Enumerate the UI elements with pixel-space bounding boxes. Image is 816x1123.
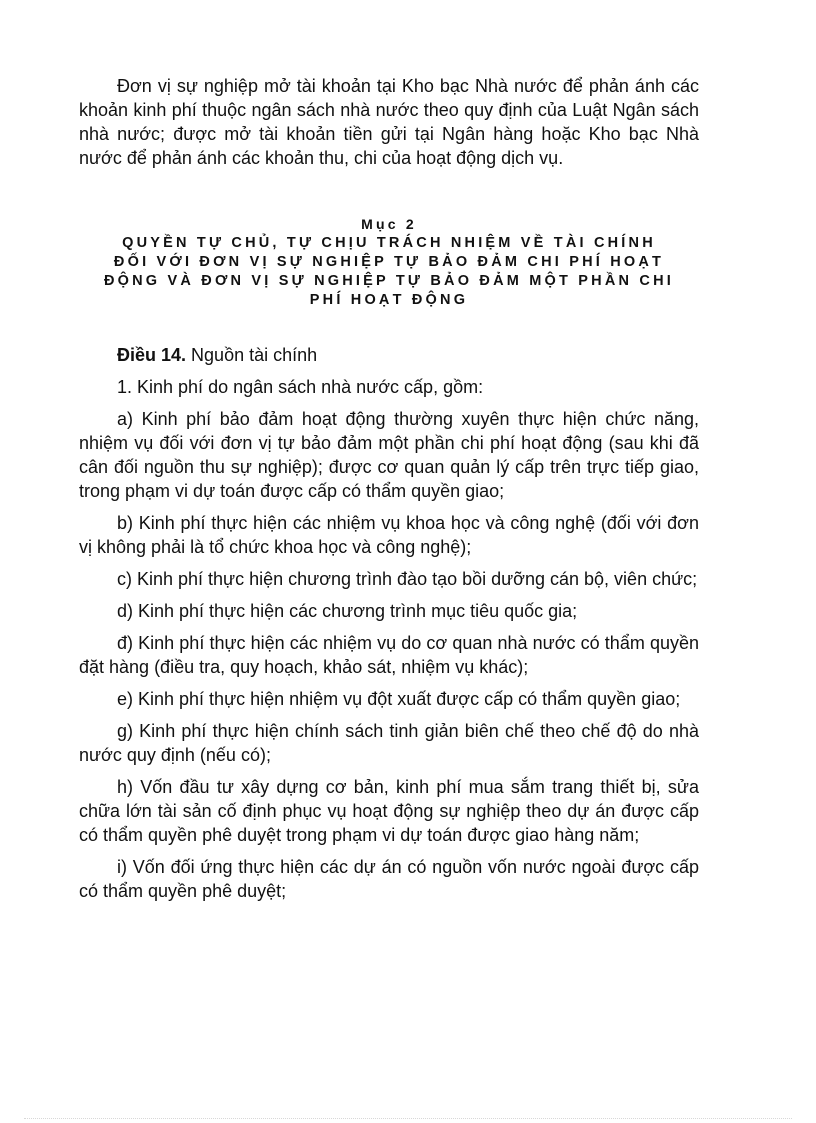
article-number: Điều 14. — [117, 345, 187, 365]
clause-1: 1. Kinh phí do ngân sách nhà nước cấp, gồm: — [117, 377, 484, 397]
section-heading — [79, 215, 699, 310]
clause-1d: d) Kinh phí thực hiện các chương trình mục tiêu quốc gia; — [117, 601, 578, 621]
section-title-line-2: ĐỐI VỚI ĐƠN VỊ SỰ NGHIỆP TỰ BẢO ĐẢM CHI PHÍ HOẠT — [113, 254, 665, 270]
clause-1dd: đ) Kinh phí thực hiện các nhiệm vụ do cơ quan nhà nước có thẩm quyền đặt hàng (điều tra, quy hoạch, khảo sát, nhiệm vụ khác); — [79, 633, 699, 677]
clause-1e: e) Kinh phí thực hiện nhiệm vụ đột xuất được cấp có thẩm quyền giao; — [117, 689, 681, 709]
section-title-line-3: ĐỘNG VÀ ĐƠN VỊ SỰ NGHIỆP TỰ BẢO ĐẢM MỘT PHẦN CHI — [103, 273, 674, 289]
clause-1i: i) Vốn đối ứng thực hiện các dự án có nguồn vốn nước ngoài được cấp có thẩm quyền phê duyệt; — [79, 857, 699, 901]
article-title: Nguồn tài chính — [191, 345, 318, 365]
page-bottom-divider — [24, 1118, 792, 1119]
section-title-line-1: QUYỀN TỰ CHỦ, TỰ CHỊU TRÁCH NHIỆM VỀ TÀI CHÍNH — [122, 235, 656, 251]
section-label: Mục 2 — [361, 216, 417, 232]
clause-1h: h) Vốn đầu tư xây dựng cơ bản, kinh phí mua sắm trang thiết bị, sửa chữa lớn tài sản cố định phục vụ hoạt động sự nghiệp theo dự án được cấp có thẩm quyền phê duyệt trong phạm vi dự toán được giao hàng năm; — [79, 777, 699, 845]
clause-1a: a) Kinh phí bảo đảm hoạt động thường xuyên thực hiện chức năng, nhiệm vụ đối với đơn vị tự bảo đảm một phần chi phí hoạt động (sau khi đã cân đối nguồn thu sự nghiệp); được cơ quan quản lý cấp trên trực tiếp giao, trong phạm vi dự toán được cấp có thẩm quyền giao; — [79, 409, 699, 501]
article-heading — [79, 343, 699, 367]
clause-1c: c) Kinh phí thực hiện chương trình đào tạo bồi dưỡng cán bộ, viên chức; — [117, 569, 698, 589]
intro-paragraph: Đơn vị sự nghiệp mở tài khoản tại Kho bạc Nhà nước để phản ánh các khoản kinh phí thuộc ngân sách nhà nước theo quy định của Luật Ngân sách nhà nước; được mở tài khoản tiền gửi tại Ngân hàng hoặc Kho bạc Nhà nước để phản ánh các khoản thu, chi của hoạt động dịch vụ. — [79, 76, 699, 168]
document-page — [79, 74, 699, 911]
section-title-line-4: PHÍ HOẠT ĐỘNG — [309, 292, 469, 308]
clause-1b: b) Kinh phí thực hiện các nhiệm vụ khoa học và công nghệ (đối với đơn vị không phải là tổ chức khoa học và công nghệ); — [79, 513, 699, 557]
clause-1g: g) Kinh phí thực hiện chính sách tinh giản biên chế theo chế độ do nhà nước quy định (nếu có); — [79, 721, 699, 765]
